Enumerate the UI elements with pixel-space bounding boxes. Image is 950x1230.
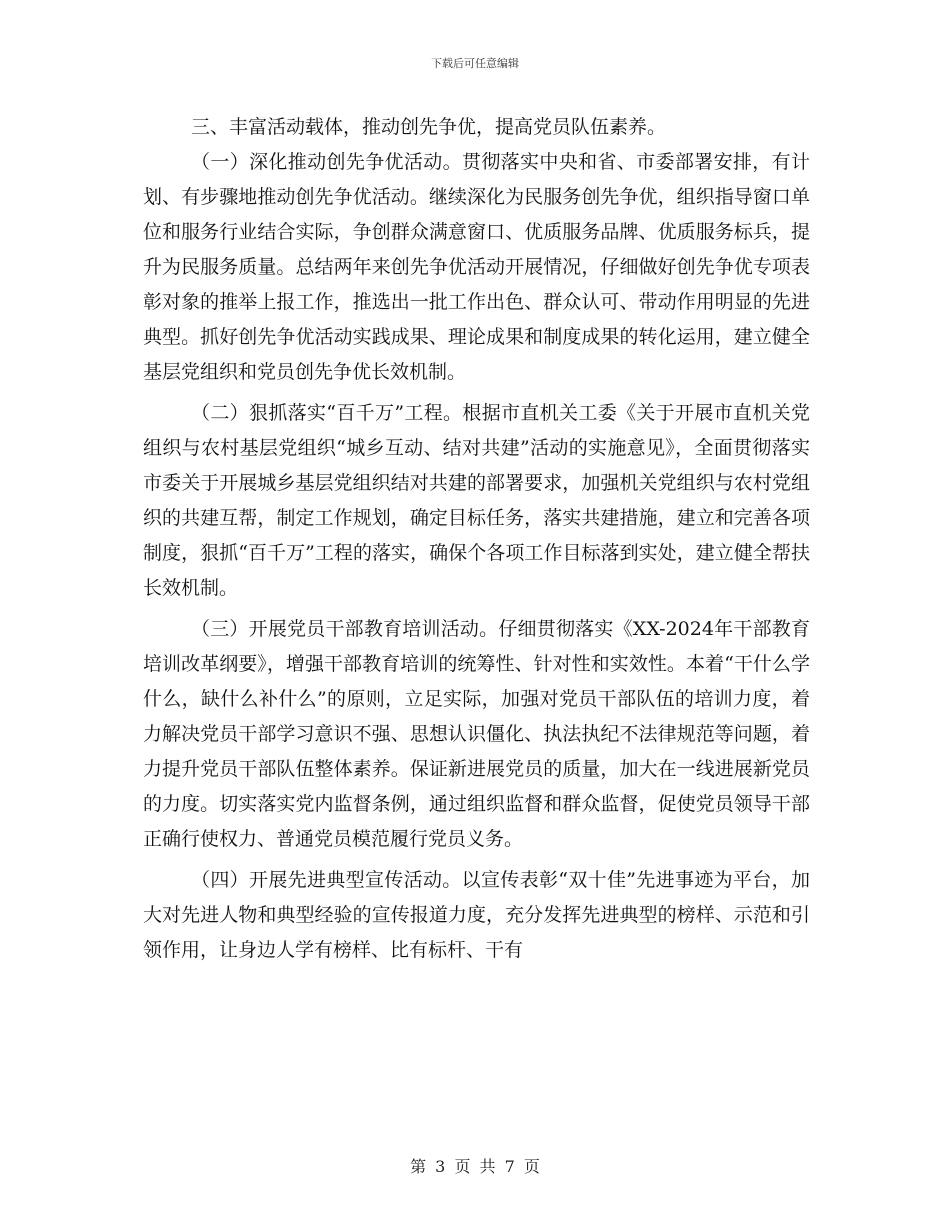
page-number: 第 3 页 共 7 页	[410, 1157, 540, 1176]
paragraph-3: （三）开展党员干部教育培训活动。仔细贯彻落实《XX-2024年干部教育培训改革纲要》，增强干部教育培训的统筹性、针对性和实效性。本着“干什么学什么，缺什么补什么”的原则，立足实际，加强对党员干部队伍的培训力度，着力解决党员干部学习意识不强、思想认识僵化、执法执纪不法律规范等问题，着力提升党员干部队伍整体素养。保证新进展党员的质量，加大在一线进展新党员的力度。切实落实党内监督条例，通过组织监督和群众监督，促使党员领导干部正确行使权力、普通党员模范履行党员义务。	[143, 618, 810, 850]
paragraph-4: （四）开展先进典型宣传活动。以宣传表彰“双十佳”先进事迹为平台，加大对先进人物和典型经验的宣传报道力度，充分发挥先进典型的榜样、示范和引领作用，让身边人学有榜样、比有标杆、干有	[143, 869, 810, 961]
document-body	[143, 110, 810, 968]
paragraph-2: （二）狠抓落实“百千万”工程。根据市直机关工委《关于开展市直机关党组织与农村基层党组织“城乡互动、结对共建”活动的实施意见》，全面贯彻落实市委关于开展城乡基层党组织结对共建的部署要求，加强机关党组织与农村党组织的共建互帮，制定工作规划，确定目标任务，落实共建措施，建立和完善各项制度，狠抓“百千万”工程的落实，确保个各项工作目标落到实处，建立健全帮扶长效机制。	[143, 402, 810, 599]
paragraph-1: （一）深化推动创先争优活动。贯彻落实中央和省、市委部署安排，有计划、有步骤地推动创先争优活动。继续深化为民服务创先争优，组织指导窗口单位和服务行业结合实际，争创群众满意窗口、优质服务品牌、优质服务标兵，提升为民服务质量。总结两年来创先争优活动开展情况，仔细做好创先争优专项表彰对象的推举上报工作，推选出一批工作出色、群众认可、带动作用明显的先进典型。抓好创先争优活动实践成果、理论成果和制度成果的转化运用，建立健全基层党组织和党员创先争优长效机制。	[143, 151, 810, 383]
header-note: 下载后可任意编辑	[431, 57, 519, 70]
section-heading: 三、丰富活动载体，推动创先争优，提高党员队伍素养。	[191, 116, 667, 138]
